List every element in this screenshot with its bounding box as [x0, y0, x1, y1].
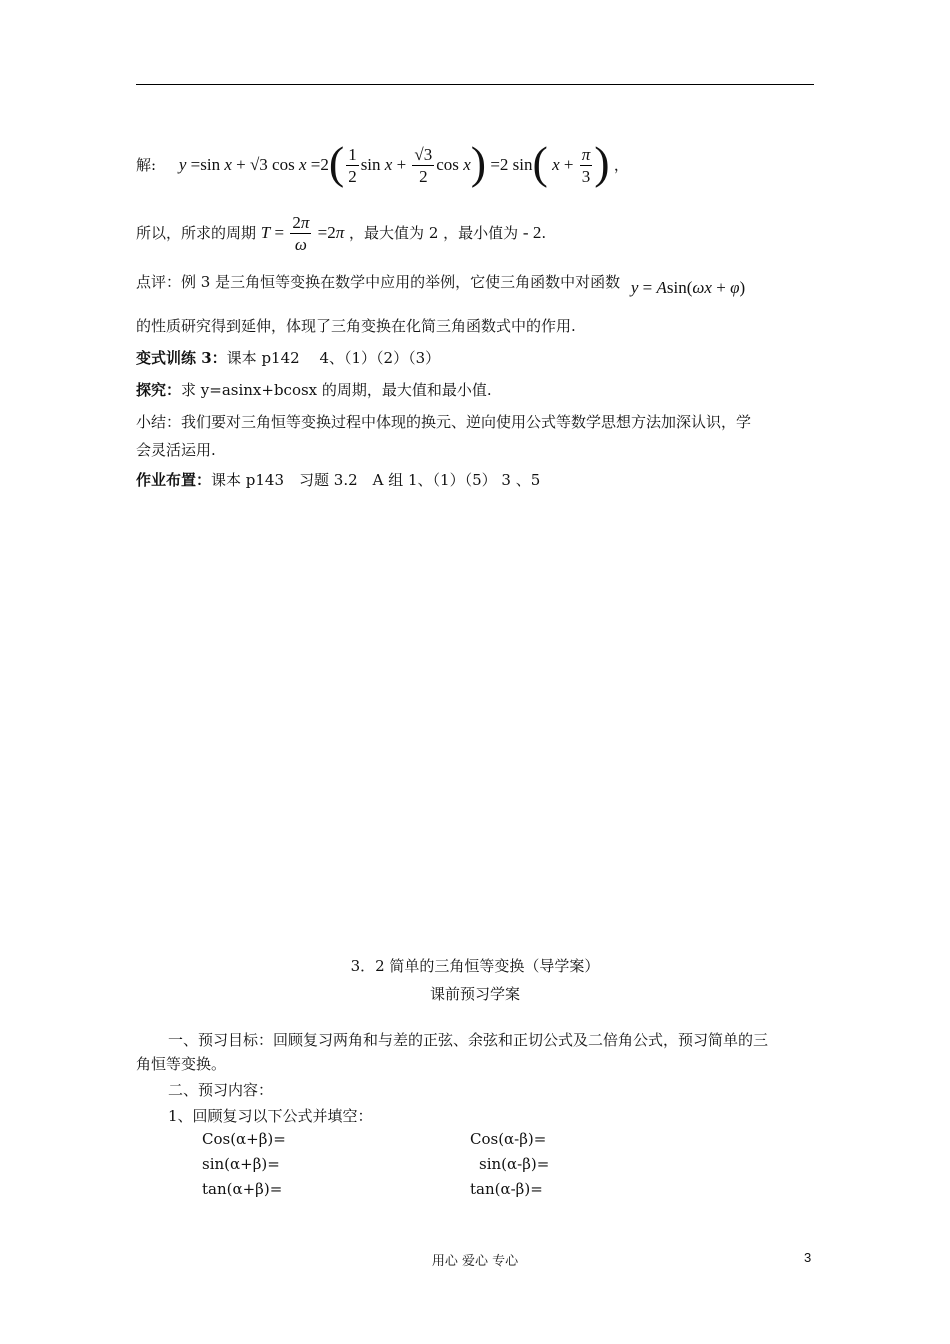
header-rule	[136, 84, 814, 85]
explore-label: 探究：	[136, 381, 182, 399]
content-heading: 二、预习内容：	[168, 1081, 274, 1099]
summary-line-2: 会灵活运用.	[136, 441, 216, 459]
period-line	[136, 208, 546, 258]
page-footer: 用心 爱心 专心	[431, 1254, 519, 1269]
period-prefix: 所以，所求的周期	[136, 224, 257, 242]
period-end: .	[541, 224, 547, 242]
homework-text: 课本 p143 习题 3.2 A 组 1、（1）（5） 3 、5	[211, 471, 541, 489]
objectives-line-2: 角恒等变换。	[136, 1055, 227, 1073]
period-formula: T = $\frac{2\pi}{\omega}$ =2π	[260, 212, 345, 254]
period-min: - 2	[522, 223, 542, 242]
formula-cos-sum: Cos(α+β)=	[202, 1130, 286, 1148]
formula-sin-sum: sin(α+β)=	[202, 1155, 280, 1173]
solution-label: 解:	[136, 156, 157, 174]
homework-line	[136, 470, 540, 490]
period-mid: ，最大值为 2 ，最小值为	[349, 224, 519, 242]
solution-line	[136, 137, 629, 190]
variant-text: 课本 p142 4、（1）（2）（3）	[226, 349, 441, 367]
summary-line-1: 小结：我们要对三角恒等变换过程中体现的换元、逆向使用公式等数学思想方法加深认识，学	[136, 413, 752, 431]
homework-label: 作业布置：	[136, 471, 212, 489]
variant-line	[136, 348, 440, 368]
solution-equation: y =sin x + √3 cos x =2( $\frac{1}{2}$ sin x + $\frac{√3}{2}$ cos x) =2 sin( x + $\frac{\pi}{3}$ )	[178, 137, 610, 189]
solution-tail: ，	[613, 156, 629, 174]
comment-line-2: 的性质研究得到延伸，体现了三角变换在化简三角函数式中的作用.	[136, 317, 576, 335]
variant-label: 变式训练 3：	[136, 349, 227, 367]
formula-tan-diff: tan(α-β)=	[470, 1180, 543, 1198]
comment-line-1	[136, 272, 746, 297]
explore-line	[136, 380, 492, 400]
section-title: 3．2 简单的三角恒等变换（导学案）	[350, 957, 600, 975]
objectives-line-1: 一、预习目标：回顾复习两角和与差的正弦、余弦和正切公式及二倍角公式，预习简单的三	[168, 1031, 769, 1049]
formula-tan-sum: tan(α+β)=	[202, 1180, 283, 1198]
formula-sin-diff: sin(α-β)=	[479, 1155, 550, 1173]
page-number: 3	[804, 1250, 812, 1265]
item-1: 1、回顾复习以下公式并填空：	[168, 1107, 373, 1125]
explore-text: 求 y=asinx+bcosx 的周期，最大值和最小值.	[181, 381, 492, 399]
formula-cos-diff: Cos(α-β)=	[470, 1130, 547, 1148]
section-subtitle: 课前预习学案	[429, 985, 520, 1003]
comment-text-1: 点评：例 3 是三角恒等变换在数学中应用的举例，它使三角函数中对函数	[136, 273, 621, 291]
comment-function: y = Asin(ωx + φ)	[630, 278, 746, 297]
